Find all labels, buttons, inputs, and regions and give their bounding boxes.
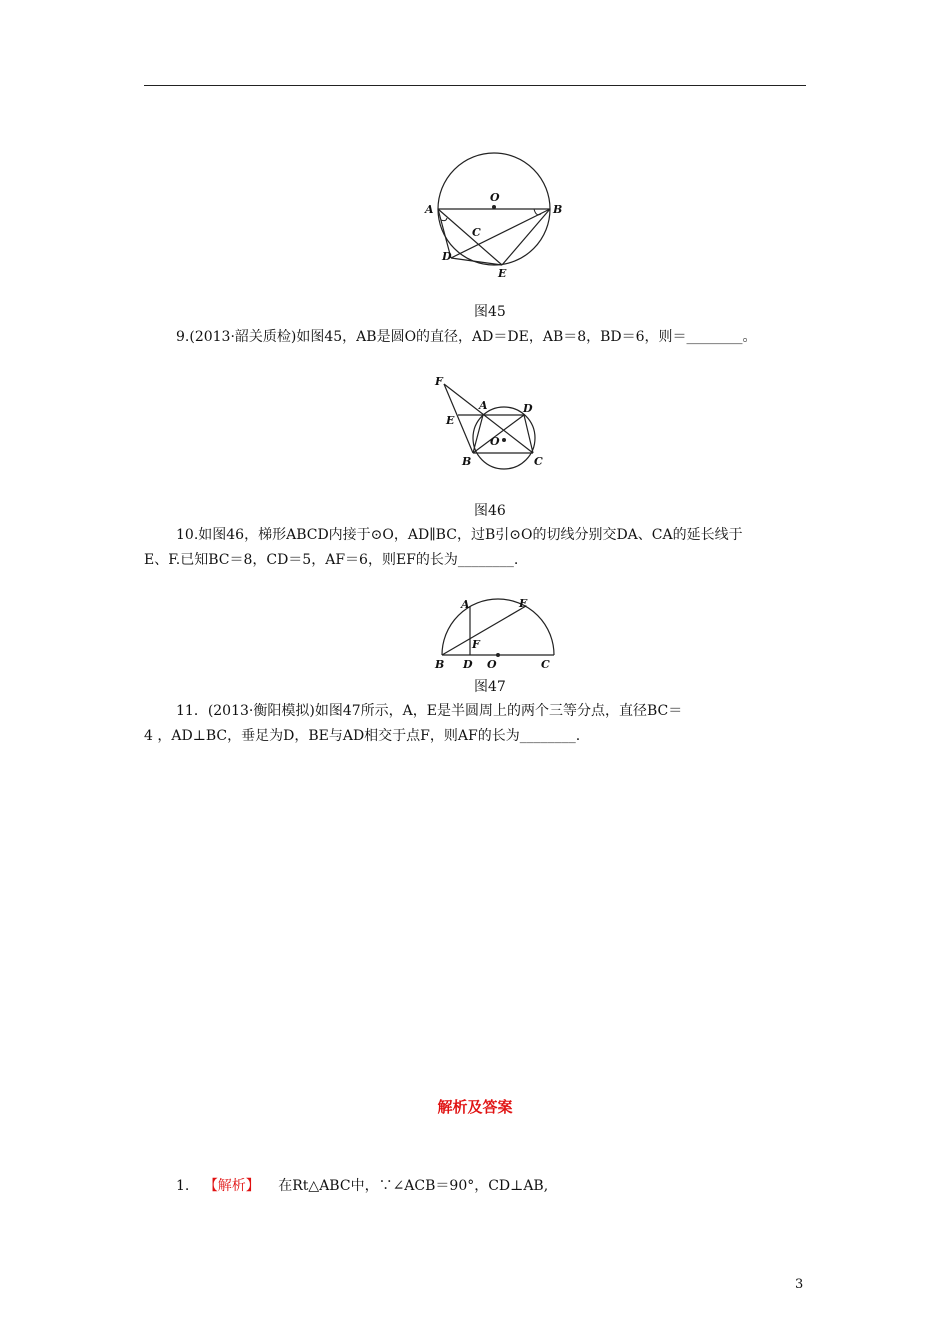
answer-1 <box>176 1174 548 1199</box>
question-10-line-2: E、F.已知BC＝8，CD＝5，AF＝6，则EF的长为________. <box>144 552 519 568</box>
figure-45-diagram <box>420 150 570 285</box>
fig47-semicircle <box>442 599 554 655</box>
fig47-center-dot <box>496 653 500 657</box>
fig47-label-a: A <box>461 598 470 611</box>
figure-46-diagram <box>430 372 560 472</box>
fig47-label-e: E <box>519 597 528 610</box>
fig46-label-c: C <box>534 455 543 468</box>
question-11-line-1: 11．(2013·衡阳模拟)如图47所示，A，E是半圆周上的两个三等分点，直径BC＝ <box>176 703 683 719</box>
answer-1-number: 1. <box>176 1178 190 1194</box>
question-10-line-1: 10.如图46，梯形ABCD内接于⊙O，AD∥BC，过B引⊙O的切线分别交DA、CA的延长线于 <box>176 527 743 543</box>
fig47-label-d: D <box>463 658 473 671</box>
figure-47-caption: 图47 <box>474 679 506 695</box>
fig45-label-a: A <box>425 203 434 216</box>
fig46-label-e: E <box>446 414 455 427</box>
fig46-label-f: F <box>435 375 443 388</box>
figure-46 <box>430 372 560 472</box>
answer-1-text: 在Rt△ABC中，∵∠ACB＝90°，CD⊥AB, <box>278 1178 549 1194</box>
fig46-label-o: O <box>490 435 500 448</box>
fig46-label-d: D <box>523 402 533 415</box>
figure-45-caption: 图45 <box>474 304 506 320</box>
fig47-label-o: O <box>487 658 497 671</box>
figure-47-diagram <box>430 593 560 673</box>
question-9: 9.(2013·韶关质检)如图45，AB是圆O的直径，AD＝DE，AB＝8，BD＝6，则＝________。 <box>176 329 757 345</box>
fig45-label-e: E <box>498 267 507 280</box>
question-11-line-2: 4 ，AD⊥BC，垂足为D，BE与AD相交于点F，则AF的长为________. <box>144 728 581 744</box>
figure-47 <box>430 593 560 673</box>
figure-46-caption: 图46 <box>474 503 506 519</box>
answers-section-title: 解析及答案 <box>437 1098 513 1116</box>
fig47-label-f: F <box>472 638 480 651</box>
fig47-line-be <box>442 606 526 655</box>
fig47-label-c: C <box>541 658 550 671</box>
page-number: 3 <box>795 1277 804 1292</box>
fig45-label-c: C <box>472 226 481 239</box>
fig45-label-d: D <box>442 250 452 263</box>
fig45-angle-a <box>441 218 447 221</box>
header-rule <box>144 85 806 86</box>
fig45-label-o: O <box>490 191 500 204</box>
fig45-center-dot <box>492 205 496 209</box>
figure-45 <box>420 150 570 285</box>
fig46-center-dot <box>502 438 506 442</box>
fig45-label-b: B <box>553 203 563 216</box>
fig47-label-b: B <box>435 658 445 671</box>
answer-1-tag: 【解析】 <box>203 1178 260 1194</box>
fig46-label-a: A <box>479 399 488 412</box>
fig46-label-b: B <box>462 455 472 468</box>
